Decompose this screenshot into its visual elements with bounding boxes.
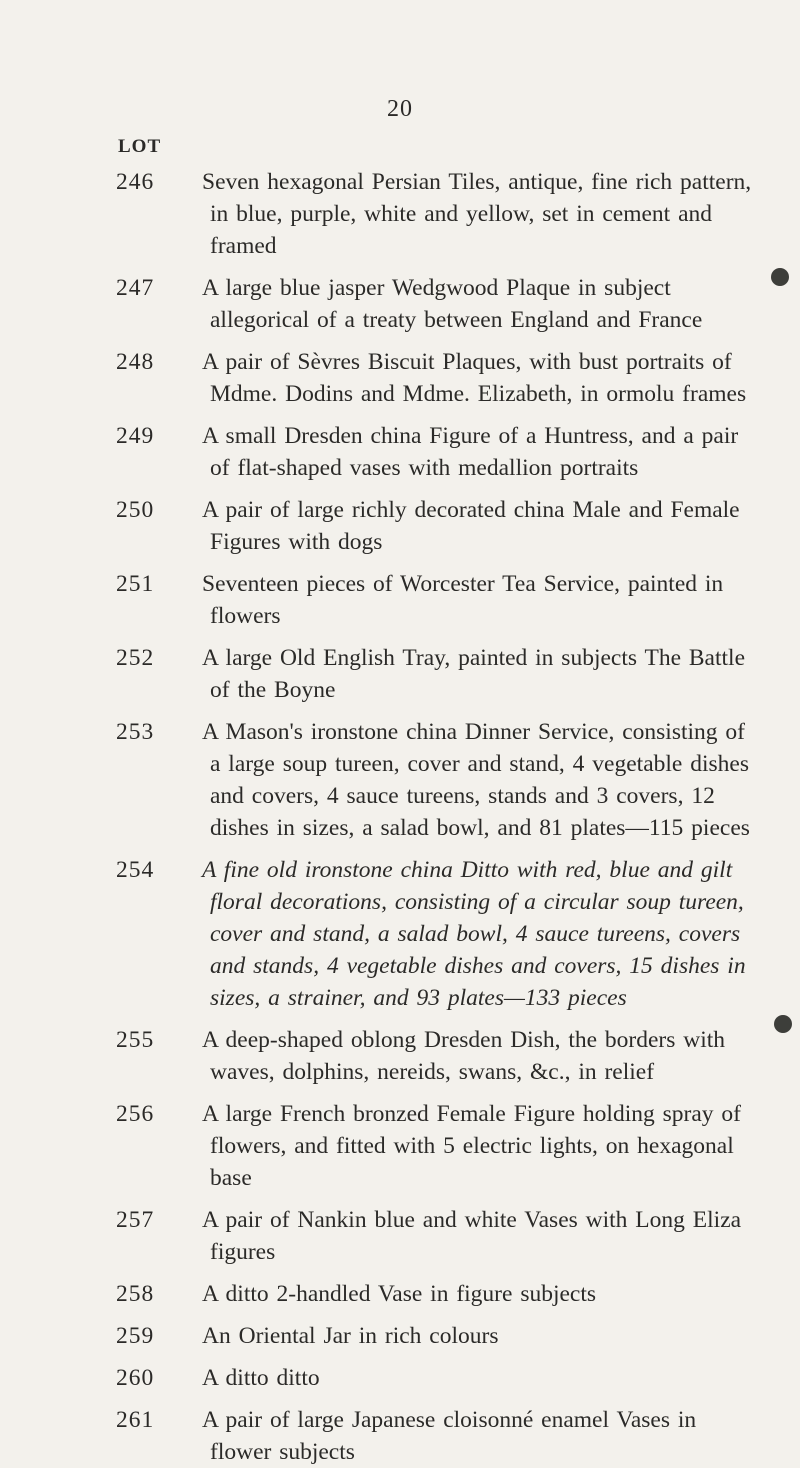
lot-entry: [116, 716, 756, 844]
lot-description: A small Dresden china Figure of a Huntress, and a pair of flat-shaped vases with medallion portraits: [202, 423, 739, 481]
lot-entry: [116, 346, 756, 410]
lot-number: 248: [116, 349, 155, 375]
lot-entry: [116, 854, 756, 1014]
lot-description: A pair of Nankin blue and white Vases with Long Eliza figures: [202, 1207, 742, 1265]
lot-entry: [116, 166, 756, 262]
lot-entry: [116, 272, 756, 336]
lot-description: A ditto ditto: [202, 1365, 320, 1391]
lot-number: 257: [116, 1207, 155, 1233]
lot-number: 252: [116, 645, 155, 671]
lot-number: 260: [116, 1365, 155, 1391]
lot-entry: [116, 1320, 756, 1352]
ink-spot-mark: [774, 1015, 792, 1033]
lot-number: 261: [116, 1407, 155, 1433]
lot-description: An Oriental Jar in rich colours: [202, 1323, 499, 1349]
page-number: 20: [387, 96, 413, 122]
lot-entry: [116, 420, 756, 484]
lot-description: A large blue jasper Wedgwood Plaque in subject allegorical of a treaty between England and France: [202, 275, 703, 333]
lot-entry: [116, 1362, 756, 1394]
lot-column-heading: LOT: [118, 136, 162, 157]
lot-description: A large French bronzed Female Figure holding spray of flowers, and fitted with 5 electric lights, on hexagonal base: [202, 1101, 741, 1191]
lot-number: 256: [116, 1101, 155, 1127]
lot-description: Seventeen pieces of Worcester Tea Service, painted in flowers: [202, 571, 724, 629]
lot-list: [116, 166, 756, 1468]
lot-entry: [116, 1204, 756, 1268]
lot-description: A pair of large Japanese cloisonné enamel Vases in flower subjects: [202, 1407, 697, 1465]
lot-description: Seven hexagonal Persian Tiles, antique, fine rich pattern, in blue, purple, white and yellow, set in cement and framed: [202, 169, 752, 259]
lot-number: 246: [116, 169, 155, 195]
lot-description: A ditto 2-handled Vase in figure subjects: [202, 1281, 597, 1307]
lot-entry: [116, 494, 756, 558]
lot-entry: [116, 1404, 756, 1468]
ink-spot-mark: [771, 268, 789, 286]
lot-number: 250: [116, 497, 155, 523]
lot-description: A large Old English Tray, painted in subjects The Battle of the Boyne: [202, 645, 745, 703]
lot-number: 258: [116, 1281, 155, 1307]
lot-entry: [116, 1278, 756, 1310]
lot-number: 254: [116, 857, 155, 883]
lot-entry: [116, 1098, 756, 1194]
lot-description: A pair of large richly decorated china Male and Female Figures with dogs: [202, 497, 740, 555]
lot-number: 259: [116, 1323, 155, 1349]
lot-number: 249: [116, 423, 155, 449]
lot-number: 247: [116, 275, 155, 301]
lot-number: 253: [116, 719, 155, 745]
lot-description: A fine old ironstone china Ditto with red, blue and gilt floral decorations, consisting of a circular soup tureen, cover and stand, a salad bowl, 4 sauce tureens, covers and stands, 4 vegetable dishes and covers, 15 dishes in sizes, a strainer, and 93 plates—133 pieces: [202, 857, 746, 1011]
lot-description: A Mason's ironstone china Dinner Service, consisting of a large soup tureen, cover and stand, 4 vegetable dishes and covers, 4 sauce tureens, stands and 3 covers, 12 dishes in sizes, a salad bowl, and 81 plates—115 pieces: [202, 719, 750, 841]
lot-entry: [116, 568, 756, 632]
lot-description: A pair of Sèvres Biscuit Plaques, with bust portraits of Mdme. Dodins and Mdme. Elizabeth, in ormolu frames: [202, 349, 747, 407]
lot-number: 255: [116, 1027, 155, 1053]
lot-number: 251: [116, 571, 155, 597]
lot-description: A deep-shaped oblong Dresden Dish, the borders with waves, dolphins, nereids, swans, &c., in relief: [202, 1027, 726, 1085]
lot-entry: [116, 1024, 756, 1088]
lot-entry: [116, 642, 756, 706]
